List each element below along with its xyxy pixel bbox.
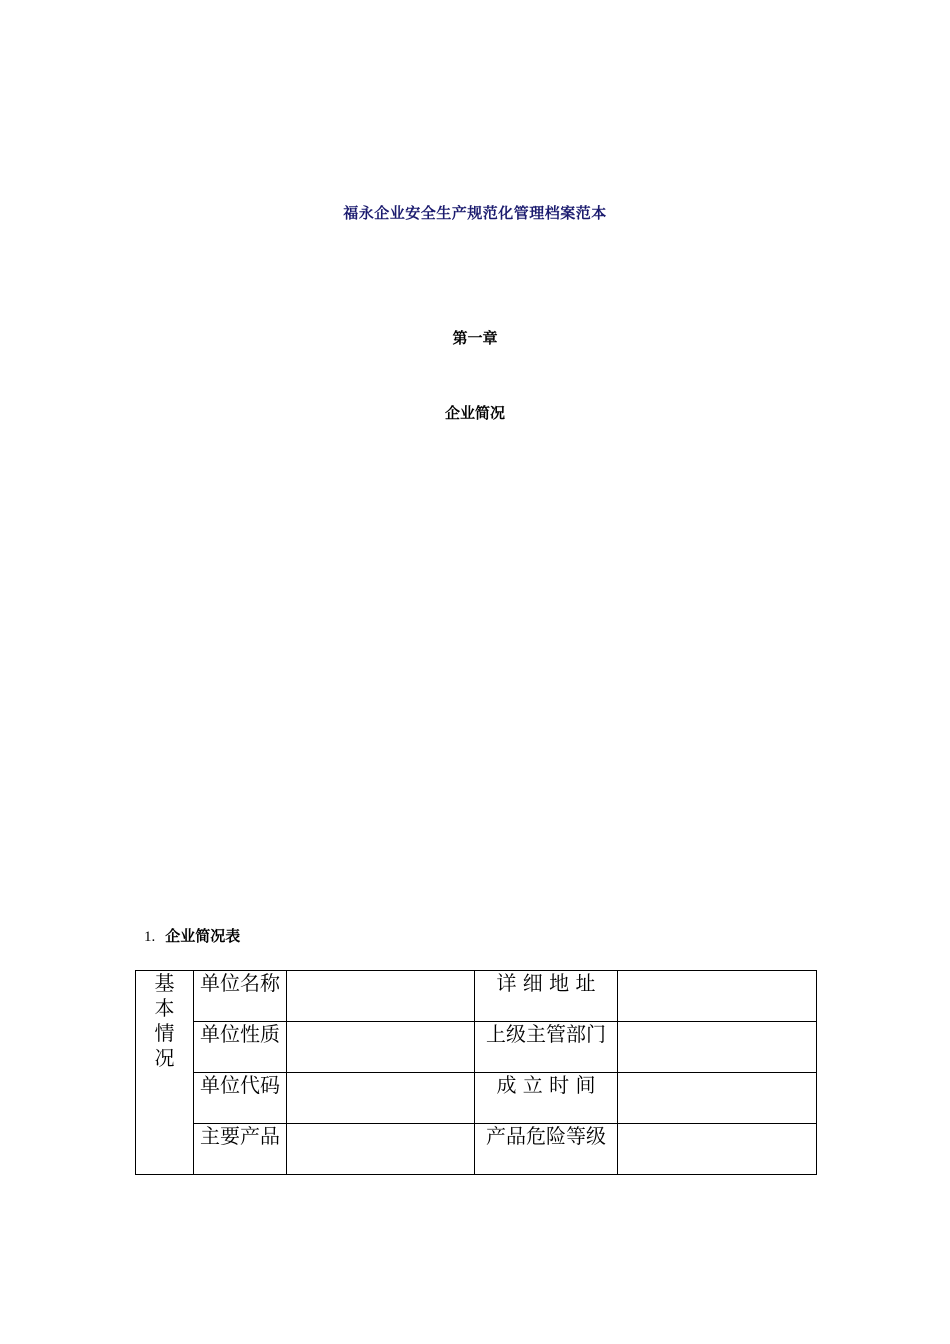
value-supervising-dept[interactable]	[618, 1022, 817, 1073]
chapter-number: 第一章	[452, 329, 498, 347]
label-established-time: 成 立 时 间	[475, 1073, 618, 1124]
table-row	[136, 1022, 817, 1073]
section-heading	[144, 925, 240, 946]
value-unit-name[interactable]	[287, 971, 475, 1022]
table-row	[136, 971, 817, 1022]
chapter-title: 企业简况	[444, 404, 505, 422]
company-overview-table	[135, 970, 817, 1175]
group-label-cell	[136, 971, 194, 1175]
group-label-char: 况	[154, 1046, 175, 1070]
label-main-products: 主要产品	[194, 1124, 287, 1175]
label-address: 详 细 地 址	[475, 971, 618, 1022]
value-main-products[interactable]	[287, 1124, 475, 1175]
label-unit-nature: 单位性质	[194, 1022, 287, 1073]
group-label-char: 情	[154, 1021, 175, 1045]
table-row	[136, 1124, 817, 1175]
table-row	[136, 1073, 817, 1124]
section-title: 企业简况表	[165, 927, 241, 945]
document-title: 福永企业安全生产规范化管理档案范本	[343, 204, 607, 222]
group-label-char: 基	[154, 971, 175, 995]
value-unit-nature[interactable]	[287, 1022, 475, 1073]
section-number: 1.	[144, 929, 156, 945]
value-unit-code[interactable]	[287, 1073, 475, 1124]
value-address[interactable]	[618, 971, 817, 1022]
label-unit-name: 单位名称	[194, 971, 287, 1022]
label-unit-code: 单位代码	[194, 1073, 287, 1124]
group-label-char: 本	[154, 996, 175, 1020]
label-hazard-level: 产品危险等级	[475, 1124, 618, 1175]
value-hazard-level[interactable]	[618, 1124, 817, 1175]
label-supervising-dept: 上级主管部门	[475, 1022, 618, 1073]
value-established-time[interactable]	[618, 1073, 817, 1124]
